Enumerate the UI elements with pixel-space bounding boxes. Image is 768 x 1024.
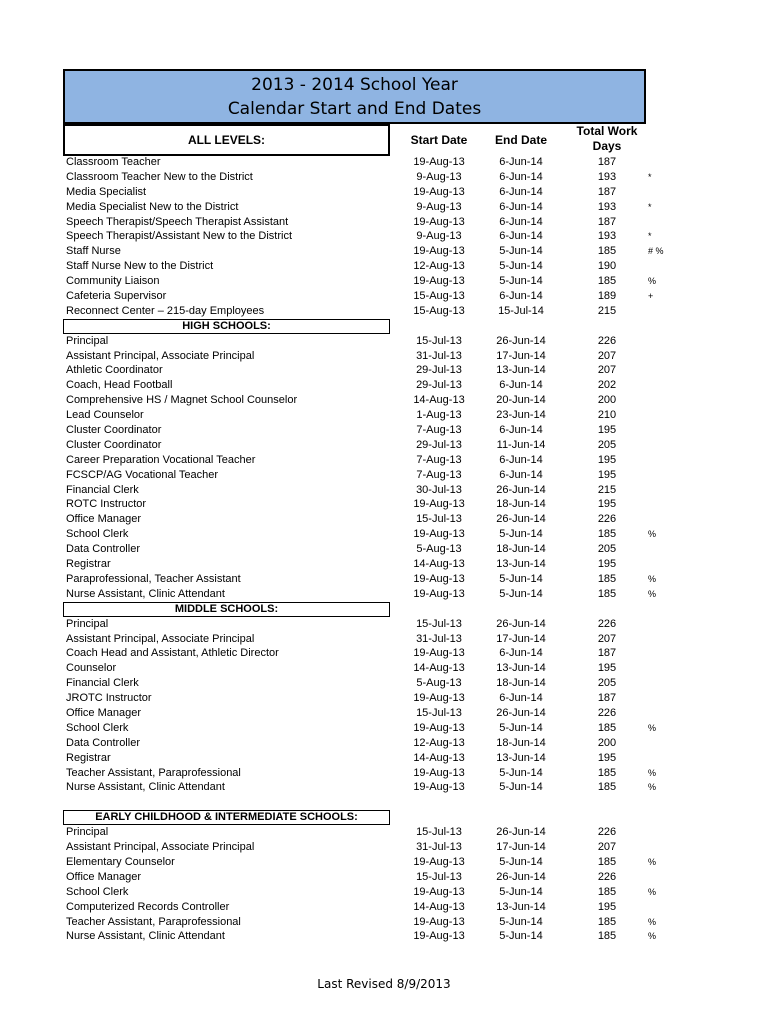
total-work-days: 185 [597, 572, 617, 585]
section-header: HIGH SCHOOLS: [63, 319, 390, 334]
total-work-days: 187 [597, 156, 617, 168]
start-date: 19-Aug-13 [413, 692, 465, 705]
start-date: 5-Aug-13 [416, 543, 462, 556]
table-row [63, 706, 703, 721]
end-date: 6-Jun-14 [499, 200, 543, 213]
position-title: Principal [66, 334, 109, 347]
start-date: 19-Aug-13 [413, 185, 465, 198]
position-title: Office Manager [66, 870, 142, 883]
position-title: Coach Head and Assistant, Athletic Director [66, 647, 279, 660]
total-work-days: 195 [597, 662, 617, 675]
table-row [63, 229, 703, 244]
start-date: 19-Aug-13 [413, 245, 465, 258]
end-date: 5-Jun-14 [499, 260, 543, 273]
table-row [63, 259, 703, 274]
total-work-days: 226 [597, 870, 617, 883]
position-title: School Clerk [66, 885, 129, 898]
position-title: School Clerk [66, 528, 129, 541]
position-title: Financial Clerk [66, 483, 139, 496]
end-date: 6-Jun-14 [499, 215, 543, 228]
start-date: 30-Jul-13 [416, 483, 462, 496]
start-date: 31-Jul-13 [416, 841, 462, 854]
start-date: 19-Aug-13 [413, 930, 465, 943]
column-header-row [63, 124, 663, 156]
position-title: School Clerk [66, 721, 129, 734]
table-row [63, 587, 703, 602]
total-work-days: 205 [597, 543, 617, 556]
column-header-start-date: Start Date [410, 133, 468, 147]
title-line-2: Calendar Start and End Dates [227, 99, 482, 119]
start-date: 19-Aug-13 [413, 275, 465, 288]
table-row [63, 408, 703, 423]
position-title: Career Preparation Vocational Teacher [66, 453, 256, 466]
start-date: 14-Aug-13 [413, 662, 465, 675]
table-row [63, 900, 703, 915]
total-work-days: 195 [597, 498, 617, 511]
table-row [63, 453, 703, 468]
column-header-end-date: End Date [494, 133, 547, 147]
start-date: 19-Aug-13 [413, 498, 465, 511]
footnote-marker: % [648, 886, 657, 897]
footnote-marker: % [648, 588, 657, 599]
end-date: 26-Jun-14 [496, 617, 546, 630]
start-date: 19-Aug-13 [413, 781, 465, 794]
table-row [63, 512, 703, 527]
table-row [63, 527, 703, 542]
total-work-days: 193 [597, 200, 617, 213]
total-work-days: 215 [597, 483, 617, 496]
table-row [63, 304, 703, 319]
end-date: 18-Jun-14 [496, 543, 546, 556]
end-date: 18-Jun-14 [496, 677, 546, 690]
start-date: 29-Jul-13 [416, 379, 462, 392]
position-title: Cafeteria Supervisor [66, 290, 167, 303]
position-title: Classroom Teacher New to the District [66, 170, 253, 183]
total-work-days: 226 [597, 706, 617, 719]
section-header-row [63, 602, 703, 617]
position-title: ROTC Instructor [66, 498, 147, 511]
total-work-days: 187 [597, 215, 617, 228]
total-header-line-1: Total Work [576, 124, 638, 138]
end-date: 6-Jun-14 [499, 468, 543, 481]
position-title: Community Liaison [66, 275, 160, 288]
end-date: 18-Jun-14 [496, 736, 546, 749]
start-date: 19-Aug-13 [413, 885, 465, 898]
total-work-days: 226 [597, 617, 617, 630]
start-date: 7-Aug-13 [416, 468, 462, 481]
total-work-days: 193 [597, 170, 617, 183]
table-row [63, 378, 703, 393]
total-work-days: 195 [597, 424, 617, 437]
position-title: Lead Counselor [66, 409, 144, 422]
table-row [63, 200, 703, 215]
table-row [63, 185, 703, 200]
total-work-days: 195 [597, 751, 617, 764]
table-row [63, 497, 703, 512]
position-title: Reconnect Center – 215-day Employees [66, 304, 265, 317]
total-work-days: 185 [597, 915, 617, 928]
table-row [63, 170, 703, 185]
table-row [63, 721, 703, 736]
start-date: 31-Jul-13 [416, 632, 462, 645]
start-date: 12-Aug-13 [413, 736, 465, 749]
table-row [63, 289, 703, 304]
end-date: 17-Jun-14 [496, 349, 546, 362]
footnote-marker: % [648, 856, 657, 867]
table-row [63, 244, 703, 259]
footnote-marker: % [648, 722, 657, 733]
start-date: 29-Jul-13 [416, 438, 462, 451]
total-work-days: 207 [597, 632, 617, 645]
position-title: Paraprofessional, Teacher Assistant [66, 572, 241, 585]
footnote-marker: % [648, 767, 657, 778]
position-title: Registrar [66, 558, 111, 571]
end-date: 6-Jun-14 [499, 185, 543, 198]
table-row [63, 766, 703, 781]
start-date: 15-Jul-13 [416, 870, 462, 883]
table-row [63, 215, 703, 230]
end-date: 13-Jun-14 [496, 662, 546, 675]
table-row [63, 483, 703, 498]
title-banner [63, 69, 646, 124]
title-line-1: 2013 - 2014 School Year [251, 75, 458, 95]
table-row [63, 780, 703, 795]
end-date: 5-Jun-14 [499, 766, 543, 779]
total-work-days: 195 [597, 558, 617, 571]
total-work-days: 205 [597, 438, 617, 451]
start-date: 7-Aug-13 [416, 453, 462, 466]
total-work-days: 187 [597, 185, 617, 198]
start-date: 15-Jul-13 [416, 826, 462, 839]
end-date: 6-Jun-14 [499, 156, 543, 168]
footnote-marker: % [648, 573, 657, 584]
start-date: 14-Aug-13 [413, 394, 465, 407]
section-header: EARLY CHILDHOOD & INTERMEDIATE SCHOOLS: [63, 810, 390, 825]
start-date: 12-Aug-13 [413, 260, 465, 273]
footnote-marker: % [648, 916, 657, 927]
start-date: 31-Jul-13 [416, 349, 462, 362]
table-row [63, 751, 703, 766]
start-date: 14-Aug-13 [413, 558, 465, 571]
section-header-row [63, 319, 703, 334]
end-date: 6-Jun-14 [499, 379, 543, 392]
position-title: Principal [66, 826, 109, 839]
end-date: 20-Jun-14 [496, 394, 546, 407]
end-date: 6-Jun-14 [499, 692, 543, 705]
end-date: 5-Jun-14 [499, 245, 543, 258]
end-date: 5-Jun-14 [499, 721, 543, 734]
position-title: Office Manager [66, 706, 142, 719]
end-date: 6-Jun-14 [499, 424, 543, 437]
position-title: Assistant Principal, Associate Principal [66, 841, 255, 854]
total-work-days: 207 [597, 841, 617, 854]
total-work-days: 185 [597, 275, 617, 288]
table-row [63, 393, 703, 408]
start-date: 19-Aug-13 [413, 855, 465, 868]
table-row [63, 468, 703, 483]
total-work-days: 185 [597, 885, 617, 898]
end-date: 15-Jul-14 [498, 304, 544, 317]
section-header: MIDDLE SCHOOLS: [63, 602, 390, 617]
position-title: Classroom Teacher [66, 156, 161, 168]
table-row [63, 423, 703, 438]
position-title: Registrar [66, 751, 111, 764]
total-work-days: 202 [597, 379, 617, 392]
total-work-days: 226 [597, 826, 617, 839]
position-title: Nurse Assistant, Clinic Attendant [66, 587, 225, 600]
start-date: 9-Aug-13 [416, 170, 462, 183]
footnote-marker: * [648, 231, 652, 242]
end-date: 18-Jun-14 [496, 498, 546, 511]
section-header-row [63, 810, 703, 825]
total-work-days: 195 [597, 453, 617, 466]
end-date: 23-Jun-14 [496, 409, 546, 422]
position-title: Media Specialist New to the District [66, 200, 239, 213]
end-date: 5-Jun-14 [499, 587, 543, 600]
total-header-line-2: Days [592, 139, 622, 153]
position-title: Financial Clerk [66, 677, 139, 690]
position-title: JROTC Instructor [66, 692, 152, 705]
table-row [63, 363, 703, 378]
start-date: 19-Aug-13 [413, 721, 465, 734]
table-row [63, 885, 703, 900]
start-date: 19-Aug-13 [413, 915, 465, 928]
table-row [63, 632, 703, 647]
total-work-days: 207 [597, 349, 617, 362]
total-work-days: 226 [597, 513, 617, 526]
table-row [63, 646, 703, 661]
start-date: 14-Aug-13 [413, 900, 465, 913]
position-title: Principal [66, 617, 109, 630]
total-work-days: 187 [597, 692, 617, 705]
position-title: Speech Therapist/Assistant New to the District [66, 230, 293, 243]
footnote-marker: * [648, 171, 652, 182]
total-work-days: 185 [597, 766, 617, 779]
position-title: Media Specialist [66, 185, 147, 198]
table-row [63, 870, 703, 885]
end-date: 13-Jun-14 [496, 751, 546, 764]
total-work-days: 193 [597, 230, 617, 243]
end-date: 26-Jun-14 [496, 870, 546, 883]
position-title: Comprehensive HS / Magnet School Counselor [66, 394, 298, 407]
total-work-days: 185 [597, 721, 617, 734]
start-date: 15-Aug-13 [413, 290, 465, 303]
start-date: 15-Jul-13 [416, 334, 462, 347]
position-title: Data Controller [66, 736, 140, 749]
position-title: Nurse Assistant, Clinic Attendant [66, 930, 225, 943]
total-work-days: 215 [597, 304, 617, 317]
footnote-marker: # % [648, 246, 664, 257]
total-work-days: 190 [597, 260, 617, 273]
start-date: 15-Jul-13 [416, 706, 462, 719]
total-work-days: 189 [597, 290, 617, 303]
position-title: Computerized Records Controller [66, 900, 230, 913]
position-title: Teacher Assistant, Paraprofessional [66, 915, 241, 928]
table-row [63, 155, 703, 170]
table-row [63, 557, 703, 572]
end-date: 6-Jun-14 [499, 453, 543, 466]
start-date: 19-Aug-13 [413, 587, 465, 600]
total-work-days: 207 [597, 364, 617, 377]
total-work-days: 210 [597, 409, 617, 422]
end-date: 13-Jun-14 [496, 364, 546, 377]
end-date: 13-Jun-14 [496, 900, 546, 913]
total-work-days: 187 [597, 647, 617, 660]
total-work-days: 185 [597, 930, 617, 943]
total-work-days: 200 [597, 736, 617, 749]
footnote-marker: * [648, 201, 652, 212]
start-date: 15-Aug-13 [413, 304, 465, 317]
end-date: 6-Jun-14 [499, 647, 543, 660]
position-title: Staff Nurse New to the District [66, 260, 214, 273]
start-date: 1-Aug-13 [416, 409, 462, 422]
total-work-days: 195 [597, 468, 617, 481]
start-date: 9-Aug-13 [416, 200, 462, 213]
footnote-marker: % [648, 931, 657, 942]
end-date: 26-Jun-14 [496, 706, 546, 719]
end-date: 26-Jun-14 [496, 334, 546, 347]
table-row [63, 349, 703, 364]
end-date: 5-Jun-14 [499, 572, 543, 585]
table-row [63, 438, 703, 453]
end-date: 11-Jun-14 [496, 438, 546, 451]
total-work-days: 185 [597, 855, 617, 868]
position-title: Nurse Assistant, Clinic Attendant [66, 781, 225, 794]
total-work-days: 200 [597, 394, 617, 407]
position-title: Speech Therapist/Speech Therapist Assistant [66, 215, 289, 228]
position-title: Assistant Principal, Associate Principal [66, 632, 255, 645]
footnote-marker: % [648, 276, 657, 287]
position-title: Teacher Assistant, Paraprofessional [66, 766, 241, 779]
start-date: 19-Aug-13 [413, 528, 465, 541]
table-row [63, 676, 703, 691]
end-date: 5-Jun-14 [499, 855, 543, 868]
table-row [63, 825, 703, 840]
position-title: FCSCP/AG Vocational Teacher [66, 468, 219, 481]
table-row [63, 736, 703, 751]
start-date: 19-Aug-13 [413, 156, 465, 168]
end-date: 26-Jun-14 [496, 513, 546, 526]
table-row [63, 542, 703, 557]
footnote-marker: % [648, 529, 657, 540]
start-date: 19-Aug-13 [413, 766, 465, 779]
table-row [63, 274, 703, 289]
total-work-days: 185 [597, 528, 617, 541]
end-date: 5-Jun-14 [499, 930, 543, 943]
total-work-days: 195 [597, 900, 617, 913]
total-work-days: 185 [597, 587, 617, 600]
footnote-marker: % [648, 782, 657, 793]
total-work-days: 185 [597, 781, 617, 794]
start-date: 14-Aug-13 [413, 751, 465, 764]
last-revised-footer: Last Revised 8/9/2013 [317, 977, 451, 991]
position-title: Cluster Coordinator [66, 424, 162, 437]
end-date: 13-Jun-14 [496, 558, 546, 571]
end-date: 17-Jun-14 [496, 632, 546, 645]
total-work-days: 185 [597, 245, 617, 258]
start-date: 19-Aug-13 [413, 572, 465, 585]
total-work-days: 205 [597, 677, 617, 690]
position-title: Office Manager [66, 513, 142, 526]
footnote-marker: + [648, 291, 654, 302]
end-date: 5-Jun-14 [499, 885, 543, 898]
end-date: 5-Jun-14 [499, 528, 543, 541]
section-spacer [63, 795, 703, 810]
position-title: Athletic Coordinator [66, 364, 163, 377]
end-date: 6-Jun-14 [499, 170, 543, 183]
total-work-days: 226 [597, 334, 617, 347]
end-date: 26-Jun-14 [496, 483, 546, 496]
table-row [63, 334, 703, 349]
position-title: Data Controller [66, 543, 140, 556]
table-row [63, 855, 703, 870]
end-date: 5-Jun-14 [499, 915, 543, 928]
table-row [63, 691, 703, 706]
end-date: 17-Jun-14 [496, 841, 546, 854]
position-title: Counselor [66, 662, 117, 675]
table-row [63, 661, 703, 676]
end-date: 6-Jun-14 [499, 290, 543, 303]
start-date: 15-Jul-13 [416, 617, 462, 630]
start-date: 15-Jul-13 [416, 513, 462, 526]
section-header-all-levels: ALL LEVELS: [63, 124, 390, 156]
table-row [63, 915, 703, 930]
table-row [63, 572, 703, 587]
table-row [63, 929, 703, 944]
start-date: 29-Jul-13 [416, 364, 462, 377]
start-date: 5-Aug-13 [416, 677, 462, 690]
position-title: Elementary Counselor [66, 855, 175, 868]
end-date: 5-Jun-14 [499, 275, 543, 288]
position-title: Staff Nurse [66, 245, 121, 258]
position-title: Cluster Coordinator [66, 438, 162, 451]
position-title: Assistant Principal, Associate Principal [66, 349, 255, 362]
end-date: 5-Jun-14 [499, 781, 543, 794]
start-date: 19-Aug-13 [413, 647, 465, 660]
end-date: 26-Jun-14 [496, 826, 546, 839]
position-title: Coach, Head Football [66, 379, 173, 392]
start-date: 19-Aug-13 [413, 215, 465, 228]
end-date: 6-Jun-14 [499, 230, 543, 243]
start-date: 9-Aug-13 [416, 230, 462, 243]
calendar-table [63, 155, 703, 944]
table-row [63, 840, 703, 855]
start-date: 7-Aug-13 [416, 424, 462, 437]
table-row [63, 617, 703, 632]
column-header-total-work-days [571, 124, 643, 154]
